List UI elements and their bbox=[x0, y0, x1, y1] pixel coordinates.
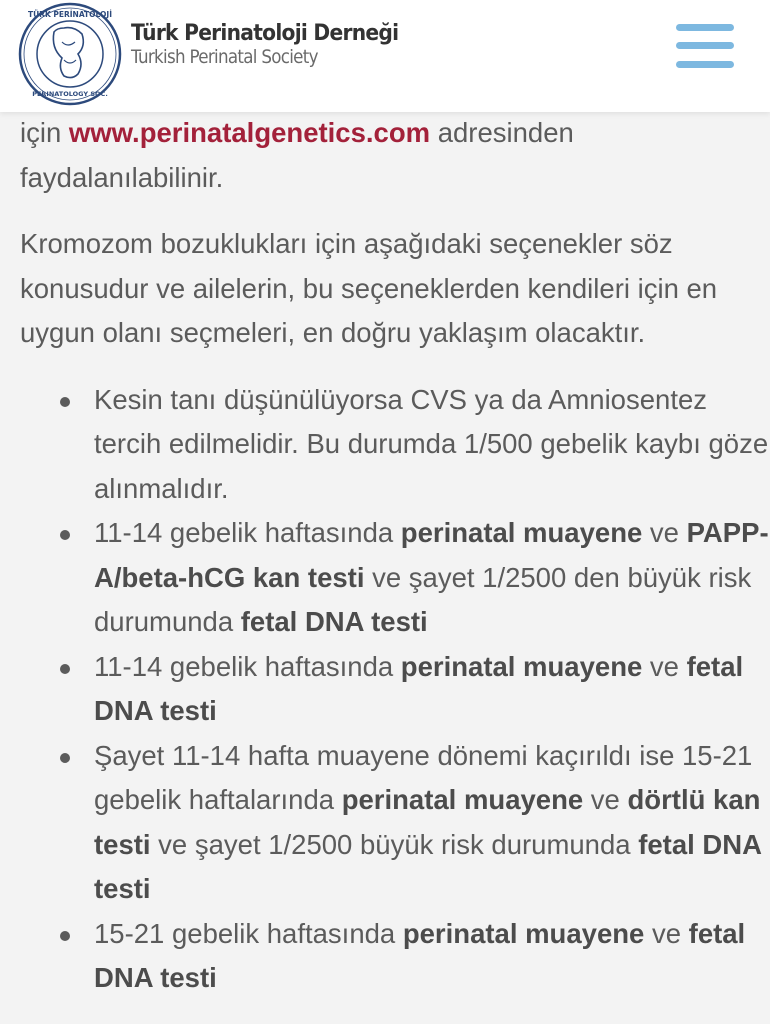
item-text: ve bbox=[644, 917, 689, 949]
item-bold: fetal DNA testi bbox=[94, 917, 746, 993]
menu-bar-bottom bbox=[676, 61, 734, 68]
item-text: ve bbox=[642, 650, 687, 682]
hamburger-menu-icon[interactable] bbox=[676, 24, 734, 68]
menu-bar-top bbox=[676, 24, 734, 31]
item-bold: perinatal muayene bbox=[402, 917, 645, 949]
svg-text:PERINATOLOGY SOC.: PERINATOLOGY SOC. bbox=[32, 90, 108, 98]
intro-text-before: için bbox=[20, 117, 69, 148]
item-text: ve bbox=[583, 784, 628, 815]
society-logo-seal[interactable] bbox=[18, 2, 122, 106]
list-item bbox=[94, 378, 770, 512]
intro-paragraph bbox=[20, 111, 750, 200]
brand[interactable] bbox=[131, 22, 422, 68]
menu-bar-middle bbox=[676, 42, 734, 49]
item-bold: perinatal muayene bbox=[341, 784, 584, 815]
site-header bbox=[0, 0, 770, 112]
item-text: 11-14 gebelik haftasında bbox=[94, 517, 401, 548]
item-text: ve bbox=[642, 517, 687, 548]
list-item bbox=[94, 734, 770, 912]
screening-options-list bbox=[0, 378, 770, 1001]
list-item bbox=[94, 912, 770, 1001]
item-text: Şayet 11-14 hafta muayene dönemi kaçırıldı ise 15-21 gebelik haftalarında bbox=[94, 739, 753, 815]
item-text: Kesin tanı düşünülüyorsa CVS ya da Amniosentez tercih edilmelidir. Bu durumda 1/500 gebelik kaybı göze alınmalıdır. bbox=[94, 383, 769, 504]
item-bold: perinatal muayene bbox=[400, 517, 643, 548]
item-bold: fetal DNA testi bbox=[94, 650, 744, 726]
item-bold: dörtlü kan testi bbox=[94, 784, 761, 860]
item-text: ve şayet 1/2500 büyük risk durumunda bbox=[150, 828, 639, 860]
intro-text-after: adresinden faydalanılabilinir. bbox=[20, 117, 574, 193]
item-text: ve şayet 1/2500 den büyük risk durumunda bbox=[94, 561, 752, 637]
article-content bbox=[0, 112, 770, 1001]
item-bold: fetal DNA testi bbox=[240, 606, 428, 637]
item-bold: fetal DNA testi bbox=[94, 828, 761, 904]
item-text: 11-14 gebelik haftasında bbox=[94, 650, 401, 682]
perinatal-genetics-link[interactable]: www.perinatalgenetics.com bbox=[68, 117, 431, 148]
svg-text:TÜRK PERİNATOLOJİ: TÜRK PERİNATOLOJİ bbox=[27, 10, 113, 19]
list-item bbox=[94, 511, 770, 645]
options-paragraph: Kromozom bozuklukları için aşağıdaki seçenekler söz konusudur ve ailelerin, bu seçeneklerden kendileri için en uygun olanı seçmeleri, en doğru yaklaşım olacaktır. bbox=[20, 228, 718, 348]
brand-subtitle[interactable]: Turkish Perinatal Society bbox=[131, 46, 318, 68]
item-text: 15-21 gebelik haftasında bbox=[94, 917, 403, 949]
item-bold: PAPP-A/beta-hCG kan testi bbox=[94, 517, 769, 593]
brand-title[interactable]: Türk Perinatoloji Derneği bbox=[131, 21, 399, 46]
list-item bbox=[94, 645, 770, 734]
item-bold: perinatal muayene bbox=[400, 650, 643, 682]
